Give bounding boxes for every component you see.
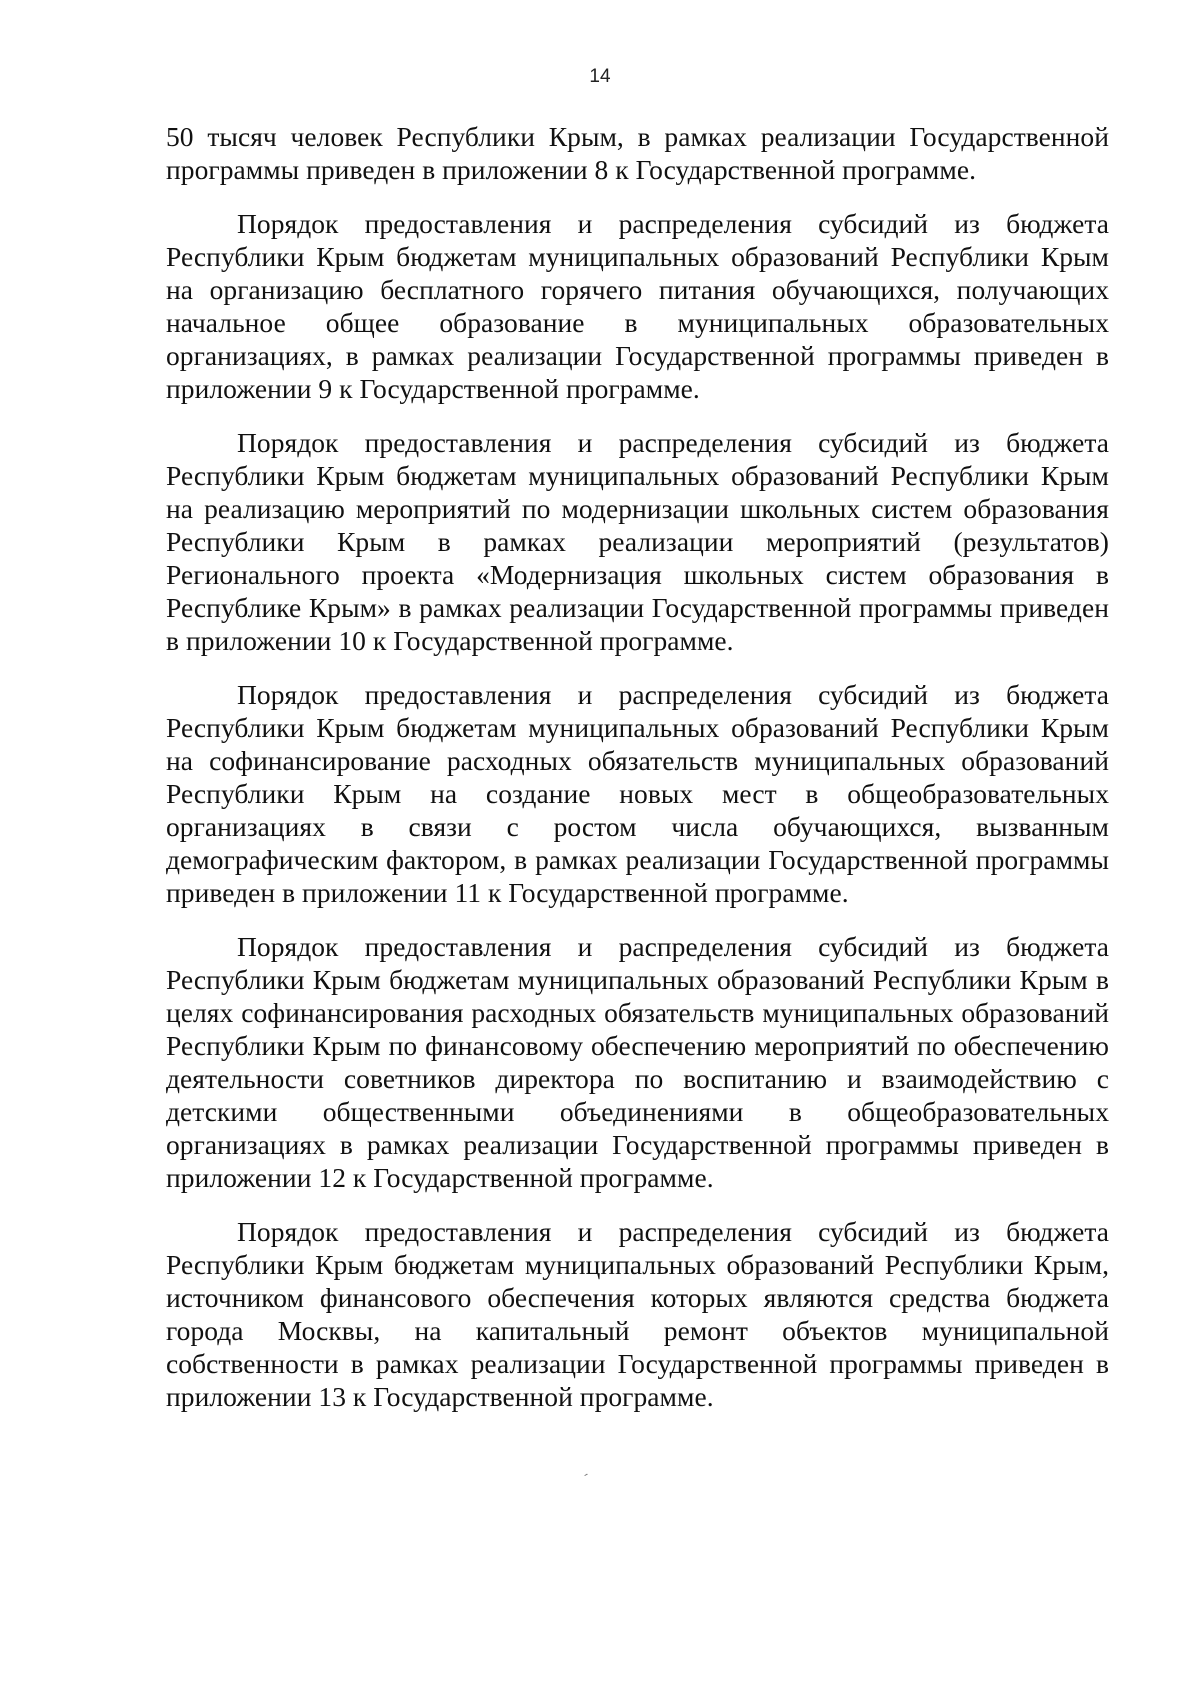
document-body: [166, 120, 1109, 1434]
paragraph-continuation: 50 тысяч человек Республики Крым, в рамках реализации Государственной программы приведен в приложении 8 к Государственной программе.: [166, 121, 1109, 185]
paragraph-appendix-10: Порядок предоставления и распределения субсидий из бюджета Республики Крым бюджетам муниципальных образований Республики Крым на реализацию мероприятий по модернизации школьных систем образования Республики Крым в рамках реализации мероприятий (результатов) Регионального проекта «Модернизация школьных систем образования в Республике Крым» в рамках реализации Государственной программы приведен в приложении 10 к Государственной программе.: [166, 427, 1109, 656]
paragraph-appendix-11: Порядок предоставления и распределения субсидий из бюджета Республики Крым бюджетам муниципальных образований Республики Крым на софинансирование расходных обязательств муниципальных образований Республики Крым на создание новых мест в общеобразовательных организациях в связи с ростом числа обучающихся, вызванным демографическим фактором, в рамках реализации Государственной программы приведен в приложении 11 к Государственной программе.: [166, 679, 1109, 908]
page-number: 14: [589, 66, 611, 87]
paragraph-appendix-13: Порядок предоставления и распределения субсидий из бюджета Республики Крым бюджетам муниципальных образований Республики Крым, источником финансового обеспечения которых являются средства бюджета города Москвы, на капитальный ремонт объектов муниципальной собственности в рамках реализации Государственной программы приведен в приложении 13 к Государственной программе.: [166, 1216, 1109, 1412]
paragraph-appendix-12: Порядок предоставления и распределения субсидий из бюджета Республики Крым бюджетам муниципальных образований Республики Крым в целях софинансирования расходных обязательств муниципальных образований Республики Крым по финансовому обеспечению мероприятий по обеспечению деятельности советников директора по воспитанию и взаимодействию с детскими общественными объединениями в общеобразовательных организациях в рамках реализации Государственной программы приведен в приложении 12 к Государственной программе.: [166, 931, 1109, 1193]
scan-speck: ˏ: [581, 1460, 594, 1478]
paragraph-appendix-9: Порядок предоставления и распределения субсидий из бюджета Республики Крым бюджетам муниципальных образований Республики Крым на организацию бесплатного горячего питания обучающихся, получающих начальное общее образование в муниципальных образовательных организациях, в рамках реализации Государственной программы приведен в приложении 9 к Государственной программе.: [166, 208, 1109, 404]
